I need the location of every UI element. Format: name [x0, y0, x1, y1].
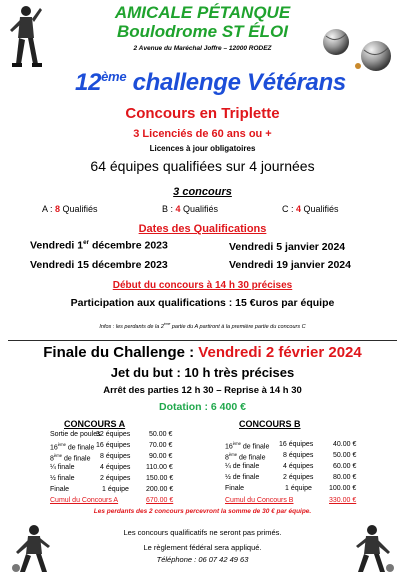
table-row: ¼ finale — [50, 464, 75, 471]
concours-c-qualified: C : 4 Qualifiés — [282, 204, 339, 214]
jet-du-but: Jet du but : 10 h très précises — [110, 365, 295, 380]
table-row: ½ de finale — [225, 474, 260, 481]
table-cell: 1 équipe — [102, 486, 129, 493]
dates-heading: Dates des Qualifications — [138, 223, 267, 235]
participation-fee: Participation aux qualifications : 15 €uros par équipe — [70, 297, 335, 309]
concours-b-total: 330.00 € — [329, 497, 357, 504]
table-cell: 2 équipes — [283, 474, 314, 481]
table-cell: 100.00 € — [329, 485, 357, 492]
date-2: Vendredi 5 janvier 2024 — [229, 241, 346, 253]
table-cell: 8 équipes — [283, 452, 314, 459]
table-cell: 2 équipes — [100, 475, 131, 482]
table-row: 50.00 € — [149, 431, 173, 438]
footer-line-1: Les concours qualificatifs ne seront pas primés. — [123, 528, 282, 537]
perdants-note: Les perdants des 2 concours percevront la somme de 30 € par équipe. — [93, 508, 312, 515]
table-row: 8ème de finale — [50, 453, 91, 463]
date-4: Vendredi 19 janvier 2024 — [229, 259, 351, 271]
table-cell: 40.00 € — [333, 441, 357, 448]
licences-note: Licences à jour obligatoires — [149, 144, 256, 153]
table-row: ¼ de finale — [225, 463, 260, 470]
eligibility: 3 Licenciés de 60 ans ou + — [133, 128, 272, 140]
challenge-title: 12ème challenge Vétérans — [75, 69, 346, 96]
club-name: AMICALE PÉTANQUE — [114, 3, 291, 22]
table-cell: 150.00 € — [146, 475, 174, 482]
footer-phone: Téléphone : 06 07 42 49 63 — [156, 555, 249, 564]
info-note: Infos : les perdants de la 2ème partie du A partiront à la première partie du concours C — [99, 322, 306, 330]
table-cell: 110.00 € — [146, 464, 173, 471]
table-cell: 50.00 € — [333, 452, 357, 459]
table-cell: 4 équipes — [100, 464, 131, 471]
concours-b-total-label: Cumul du Concours B — [225, 497, 294, 504]
dotation: Dotation : 6 400 € — [159, 401, 246, 413]
table-row: 8ème de finale — [225, 452, 266, 462]
table-row: 16ème de finale — [225, 441, 270, 451]
table-cell: 70.00 € — [149, 442, 173, 449]
venue-name: Boulodrome ST ÉLOI — [117, 22, 288, 41]
table-row: Finale — [225, 485, 245, 492]
divider-line — [8, 340, 397, 341]
footer-line-2: Le règlement fédéral sera appliqué. — [143, 543, 262, 552]
date-1: Vendredi 1er décembre 2023 — [30, 239, 168, 252]
table-cell: 60.00 € — [333, 463, 357, 470]
concours-a-qualified: A : 8 Qualifiés — [42, 204, 98, 214]
table-row: 32 équipes — [96, 431, 131, 438]
table-row: Sortie de poules — [50, 431, 101, 438]
table-cell: 90.00 € — [149, 453, 173, 460]
table-cell: 8 équipes — [100, 453, 131, 460]
table-row: Finale — [50, 486, 70, 493]
table-cell: 1 équipe — [285, 485, 312, 492]
venue-address: 2 Avenue du Maréchal Joffre – 12000 RODEZ — [133, 45, 272, 52]
concours-a-title: CONCOURS A — [64, 419, 126, 429]
concours-heading: 3 concours — [173, 186, 232, 198]
finale-heading: Finale du Challenge : Vendredi 2 février 2024 — [43, 344, 362, 361]
table-row: 16ème de finale — [50, 442, 95, 452]
concours-b-qualified: B : 4 Qualifiés — [162, 204, 219, 214]
table-row: ½ finale — [50, 475, 75, 482]
arret-reprise: Arrêt des parties 12 h 30 – Reprise à 14 h 30 — [103, 385, 302, 396]
table-cell: 80.00 € — [333, 474, 357, 481]
concours-a-total: 670.00 € — [146, 497, 174, 504]
table-cell: 16 équipes — [279, 441, 314, 448]
format-title: Concours en Triplette — [125, 105, 280, 122]
concours-b-title: CONCOURS B — [239, 419, 301, 429]
qualified-teams: 64 équipes qualifiées sur 4 journées — [90, 158, 315, 174]
start-time: Début du concours à 14 h 30 précises — [112, 280, 293, 291]
concours-a-total-label: Cumul du Concours A — [50, 497, 119, 504]
table-cell: 4 équipes — [283, 463, 314, 470]
table-cell: 200.00 € — [146, 486, 174, 493]
table-cell: 16 équipes — [96, 442, 131, 449]
date-3: Vendredi 15 décembre 2023 — [30, 259, 168, 271]
